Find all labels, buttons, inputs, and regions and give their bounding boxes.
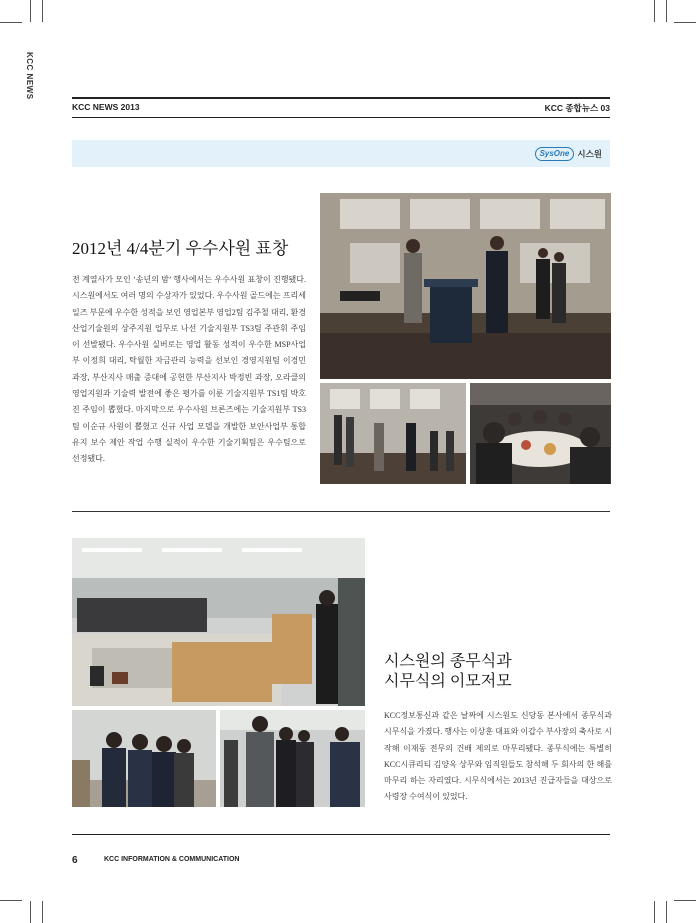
section-divider (72, 511, 610, 512)
article2-title-line1: 시스원의 종무식과 (384, 653, 512, 670)
crop-mark (42, 901, 43, 923)
dinner-photo (470, 383, 611, 484)
crop-mark (674, 22, 696, 23)
logo-ko: 시스원 (577, 148, 602, 159)
page-number: 6 (72, 855, 78, 866)
award-ceremony-photo (320, 193, 611, 379)
crop-mark (42, 0, 43, 22)
sysone-logo (535, 146, 602, 161)
staff-group-photo (72, 710, 216, 807)
crop-mark (0, 22, 22, 23)
footer-text: KCC INFORMATION & COMMUNICATION (104, 856, 240, 863)
logo-en: SysOne (535, 147, 575, 161)
header-right: KCC 종합뉴스 03 (544, 103, 610, 113)
crop-mark (654, 901, 655, 923)
crop-mark (0, 900, 22, 901)
office-ceremony-photo (72, 538, 365, 706)
crop-mark (666, 0, 667, 22)
crop-mark (666, 901, 667, 923)
header-left: KCC NEWS 2013 (72, 102, 140, 112)
header-rule (72, 97, 610, 99)
side-label: KCC NEWS (25, 52, 34, 100)
section-band (72, 140, 610, 167)
award-stage-photo (320, 383, 466, 484)
article1-title: 2012년 4/4분기 우수사원 표창 (72, 239, 289, 258)
crop-mark (674, 900, 696, 901)
crop-mark (654, 0, 655, 22)
crop-mark (30, 901, 31, 923)
footer-rule (72, 834, 610, 835)
article2-body: KCC정보통신과 같은 날짜에 시스원도 신당동 본사에서 종무식과 시무식을 가졌다. 행사는 이상훈 대표와 이갑수 부사장의 축사로 시작해 이재동 전무의 건배 제의로 마무리됐다. 종무식에는 특별히 KCC시큐리티 김양옥 상무와 임직원들도 참석해 두 회사의 한 해를 마무리 하는 자리였다. 시무식에서는 2013년 진급자들을 대상으로 사령장 수여식이 있었다. (384, 711, 612, 802)
crop-mark (30, 0, 31, 22)
article1-body: 전 계열사가 모인 ‘송년의 밤’ 행사에서는 우수사원 표창이 진행됐다. 시스원에서도 여러 명의 수상자가 있었다. 우수사원 골드에는 프리세일즈 부문에 우수한 성적을 보인 영업본부 영업2팀 김주철 대리, 환경산업기술원의 상주지원 업무로 나선 기술지원부 TS3팀 주관휘 주임이 선발됐다. 우수사원 실버로는 영업 활동 성적이 우수한 MSP사업부 이정희 대리, 탁월한 자금관리 능력을 선보인 경영지원팀 이경민 과장, 부산지사 매출 증대에 공헌한 부산지사 박정빈 과장, 오라클의 영업지원과 기술력 발전에 좋은 평가를 이룬 기술지원부 TS1팀 박호진 주임이 뽑혔다. 마지막으로 우수사원 브론즈에는 기술지원부 TS3팀 이순규 사원이 뽑혔고 신규 사업 모델을 개발한 보안사업부 통합 유지 보수 제안 작업 수행 실적이 우수한 기술기획팀은 우수팀으로 선정됐다. (72, 275, 306, 464)
appointment-photo (220, 710, 365, 807)
article2-title-line2: 시무식의 이모저모 (384, 673, 512, 690)
header-rule-bottom (72, 117, 610, 118)
article2-title (384, 652, 614, 692)
